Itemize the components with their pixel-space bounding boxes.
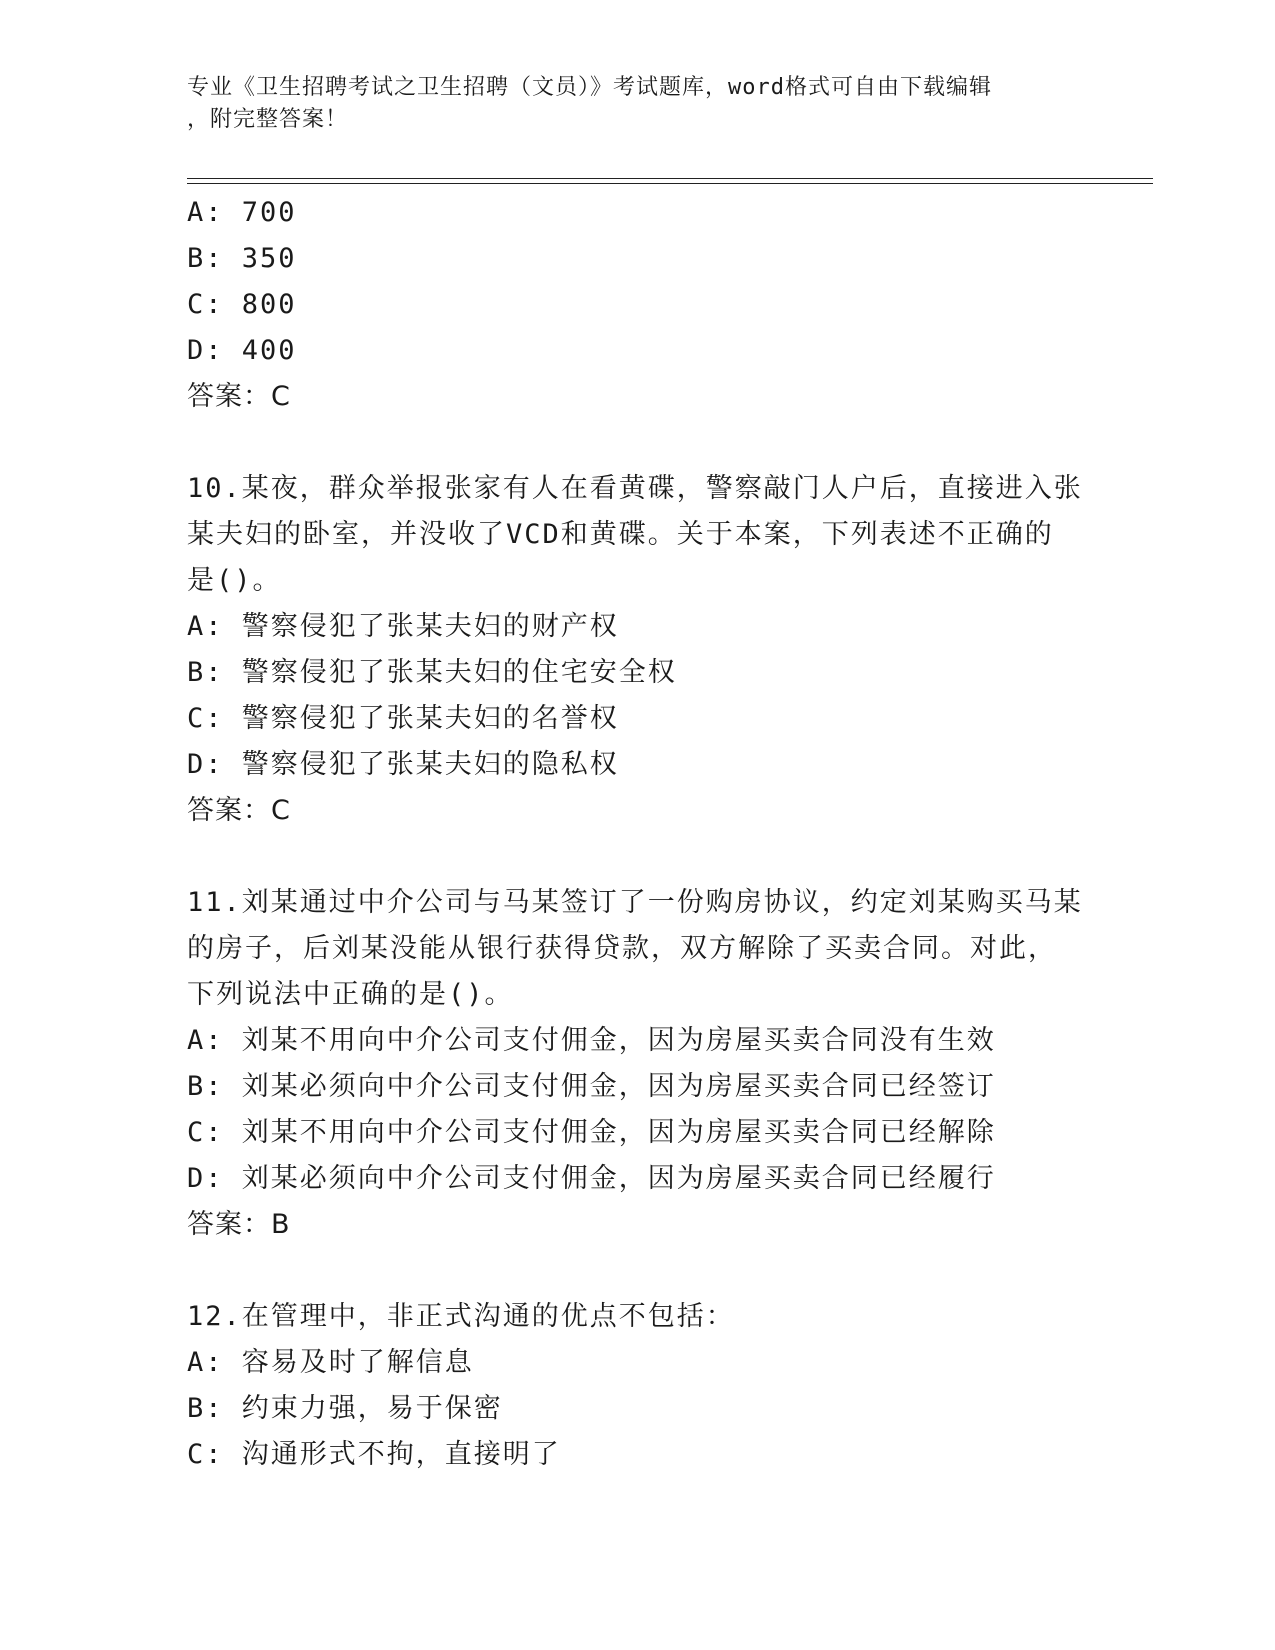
option-a: A: 700 — [187, 197, 297, 228]
option-a: A: 警察侵犯了张某夫妇的财产权 — [187, 611, 619, 642]
answer: 答案：B — [187, 1209, 291, 1240]
option-b: B: 350 — [187, 243, 297, 274]
option-d: D: 400 — [187, 335, 297, 366]
header-line-1: 专业《卫生招聘考试之卫生招聘（文员）》考试题库，word格式可自由下载编辑 — [187, 75, 992, 100]
option-c: C: 警察侵犯了张某夫妇的名誉权 — [187, 703, 619, 734]
question-text-line: 某夫妇的卧室，并没收了VCD和黄碟。关于本案，下列表述不正确的 — [187, 519, 1054, 550]
spacer — [187, 420, 1087, 466]
answer: 答案：C — [187, 381, 291, 412]
question-10 — [187, 466, 1087, 834]
option-d: D: 刘某必须向中介公司支付佣金，因为房屋买卖合同已经履行 — [187, 1163, 996, 1194]
option-b: B: 警察侵犯了张某夫妇的住宅安全权 — [187, 657, 677, 688]
option-b: B: 刘某必须向中介公司支付佣金，因为房屋买卖合同已经签订 — [187, 1071, 996, 1102]
header-divider-bottom — [187, 183, 1153, 184]
option-c: C: 沟通形式不拘，直接明了 — [187, 1439, 561, 1470]
question-text-line: 是()。 — [187, 565, 282, 596]
question-text-line: 下列说法中正确的是()。 — [187, 979, 514, 1010]
header-divider-top — [187, 178, 1153, 179]
spacer — [187, 1248, 1087, 1294]
option-d: D: 警察侵犯了张某夫妇的隐私权 — [187, 749, 619, 780]
question-text-line: 10.某夜，群众举报张家有人在看黄碟，警察敲门人户后，直接进入张 — [187, 473, 1083, 504]
option-b: B: 约束力强，易于保密 — [187, 1393, 503, 1424]
question-11 — [187, 880, 1087, 1248]
header-line-2: ，附完整答案！ — [187, 107, 349, 132]
document-header — [187, 72, 1067, 136]
question-text-line: 12.在管理中，非正式沟通的优点不包括： — [187, 1301, 735, 1332]
question-list — [187, 190, 1087, 1478]
question-text-line: 11.刘某通过中介公司与马某签订了一份购房协议，约定刘某购买马某 — [187, 887, 1083, 918]
option-a: A: 容易及时了解信息 — [187, 1347, 474, 1378]
option-c: C: 800 — [187, 289, 297, 320]
question-text-line: 的房子，后刘某没能从银行获得贷款，双方解除了买卖合同。对此， — [187, 933, 1057, 964]
question-12 — [187, 1294, 1087, 1478]
answer: 答案：C — [187, 795, 291, 826]
question-9 — [187, 190, 1087, 420]
option-c: C: 刘某不用向中介公司支付佣金，因为房屋买卖合同已经解除 — [187, 1117, 996, 1148]
option-a: A: 刘某不用向中介公司支付佣金，因为房屋买卖合同没有生效 — [187, 1025, 996, 1056]
spacer — [187, 834, 1087, 880]
